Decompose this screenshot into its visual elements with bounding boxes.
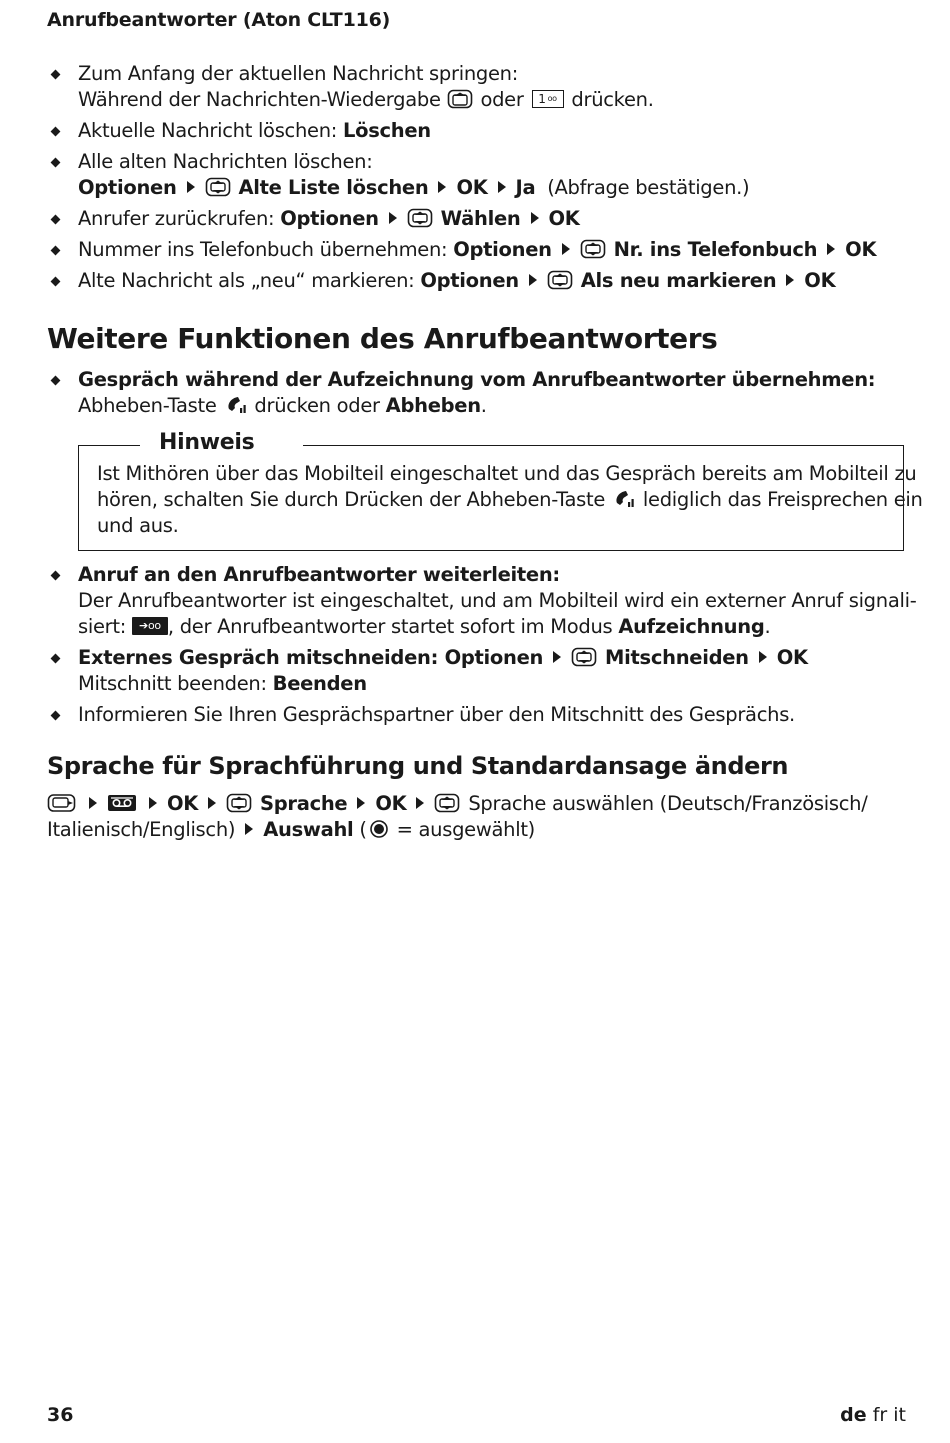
arrow-right-icon: [438, 181, 446, 193]
menu-key-icon: [47, 793, 77, 813]
list-item: Alle alten Nachrichten löschen: Optionen Alte Liste löschen OK Ja (Abfrage bestätigen.): [47, 149, 917, 201]
answering-machine-menu-icon: [107, 793, 137, 813]
nav-key-updown-icon: [205, 177, 231, 197]
arrow-right-icon: [786, 274, 794, 286]
list-item: Nummer ins Telefonbuch übernehmen: Optionen Nr. ins Telefonbuch OK: [47, 237, 917, 263]
external-call-answering-machine-icon: ➔oo: [132, 617, 168, 635]
arrow-right-icon: [389, 212, 397, 224]
handset-pickup-icon: [613, 489, 635, 509]
forwarding-list: [47, 562, 917, 728]
list-item: Aktuelle Nachricht löschen: Löschen: [47, 118, 917, 144]
further-functions-list: [47, 367, 917, 419]
list-item: Zum Anfang der aktuellen Nachricht springen: Während der Nachrichten-Wiedergabe oder 1 oo drücken.: [47, 61, 917, 113]
nav-key-updown-icon: [547, 270, 573, 290]
nav-key-up-icon: [447, 89, 473, 109]
handset-pickup-icon: [225, 395, 247, 415]
arrow-right-icon: [187, 181, 195, 193]
arrow-right-icon: [245, 823, 253, 835]
page-number: 36: [47, 1404, 74, 1426]
list-item: Externes Gespräch mitschneiden: Optionen Mitschneiden OK Mitschnitt beenden: Beenden: [47, 645, 917, 697]
note-border-left: [78, 445, 140, 446]
bullet-diamond-icon: [51, 246, 61, 256]
nav-key-updown-icon: [226, 793, 252, 813]
bullet-diamond-icon: [51, 277, 61, 287]
radio-selected-icon: [369, 819, 389, 839]
language-instructions: OK Sprache OK Sprache auswählen (Deutsch/Französisch/ Italienisch/Englisch) Auswahl ( = ausgewählt): [47, 792, 868, 841]
list-item: Anrufer zurückrufen: Optionen Wählen OK: [47, 206, 917, 232]
arrow-right-icon: [827, 243, 835, 255]
bullet-diamond-icon: [51, 127, 61, 137]
bullet-diamond-icon: [51, 70, 61, 80]
bullet-diamond-icon: [51, 571, 61, 581]
list-item: Alte Nachricht als „neu“ markieren: Optionen Als neu markieren OK: [47, 268, 917, 294]
bullet-diamond-icon: [51, 158, 61, 168]
arrow-right-icon: [357, 797, 365, 809]
arrow-right-icon: [498, 181, 506, 193]
message-actions-list: [47, 61, 917, 294]
arrow-right-icon: [529, 274, 537, 286]
bullet-diamond-icon: [51, 215, 61, 225]
bullet-diamond-icon: [51, 376, 61, 386]
arrow-right-icon: [89, 797, 97, 809]
section-heading: Sprache für Sprachführung und Standardansage ändern: [47, 752, 789, 780]
note-box: [78, 430, 923, 551]
note-border-right: [303, 445, 904, 446]
arrow-right-icon: [562, 243, 570, 255]
arrow-right-icon: [149, 797, 157, 809]
bullet-diamond-icon: [51, 711, 61, 721]
list-item: Anruf an den Anrufbeantworter weiterleiten: Der Anrufbeantworter ist eingeschaltet, und am Mobilteil wird ein externer Anruf signali- siert: ➔oo , der Anrufbeantworter startet sofort im Modus Aufzeichnung.: [47, 562, 917, 640]
arrow-right-icon: [416, 797, 424, 809]
section-heading: Weitere Funktionen des Anrufbeantworters: [47, 322, 718, 355]
language-indicator: de fr it: [840, 1404, 906, 1426]
list-item: Informieren Sie Ihren Gesprächspartner über den Mitschnitt des Gesprächs.: [47, 702, 917, 728]
nav-key-updown-icon: [407, 208, 433, 228]
nav-key-updown-icon: [434, 793, 460, 813]
arrow-right-icon: [553, 651, 561, 663]
note-title: Hinweis: [159, 430, 255, 455]
arrow-right-icon: [759, 651, 767, 663]
note-body: Ist Mithören über das Mobilteil eingeschaltet und das Gespräch bereits am Mobilteil zu hören, schalten Sie durch Drücken der Abheben-Taste lediglich das Freisprechen ein und aus.: [97, 462, 923, 537]
bullet-diamond-icon: [51, 654, 61, 664]
nav-key-updown-icon: [580, 239, 606, 259]
arrow-right-icon: [208, 797, 216, 809]
running-head: Anrufbeantworter (Aton CLT116): [47, 9, 391, 31]
arrow-right-icon: [531, 212, 539, 224]
key-1-voicemail-icon: 1 oo: [532, 90, 564, 108]
nav-key-updown-icon: [571, 647, 597, 667]
list-item: Gespräch während der Aufzeichnung vom Anrufbeantworter übernehmen: Abheben-Taste drücken oder Abheben.: [47, 367, 917, 419]
